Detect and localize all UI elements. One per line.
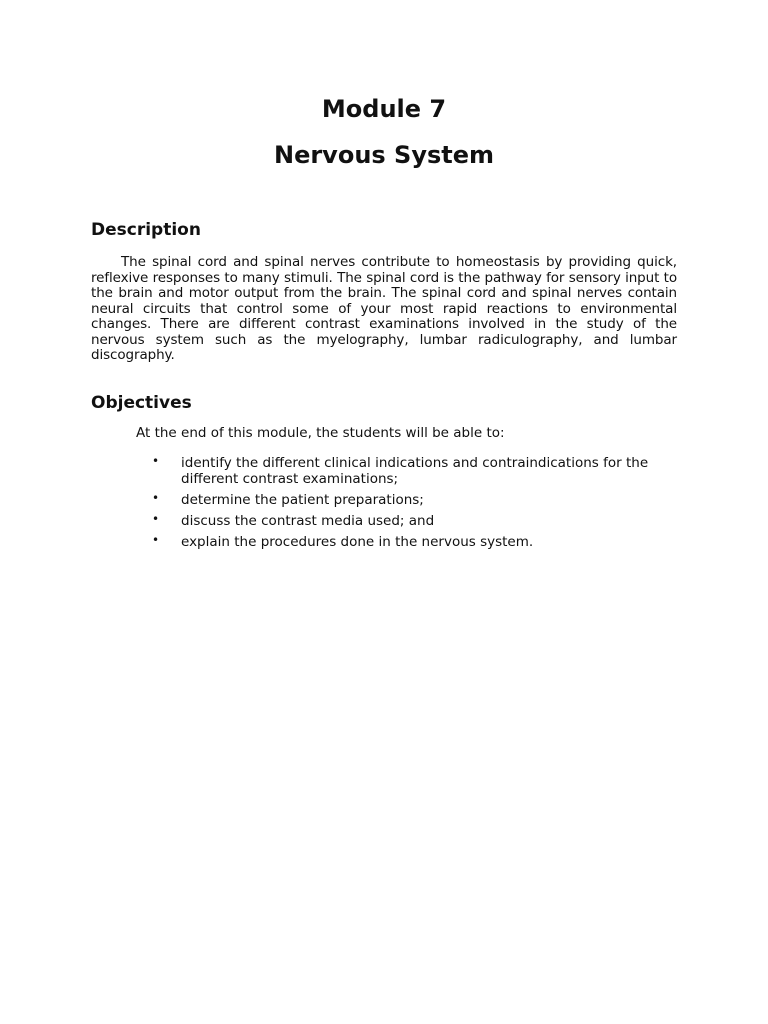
objectives-list xyxy=(152,455,672,555)
objective-text: identify the different clinical indications and contraindications for the different contrast examinations; xyxy=(181,455,649,487)
bullet-icon: • xyxy=(152,454,160,468)
objective-text: explain the procedures done in the nervous system. xyxy=(181,534,534,550)
bullet-icon: • xyxy=(152,491,160,505)
description-paragraph: The spinal cord and spinal nerves contribute to homeostasis by providing quick, reflexive responses to many stimuli. The spinal cord is the pathway for sensory input to the brain and motor output from the brain. The spinal cord and spinal nerves contain neural circuits that control some of your most rapid reactions to environmental changes. There are different contrast examinations involved in the study of the nervous system such as the myelography, lumbar radiculography, and lumbar discography. xyxy=(91,254,677,363)
objective-item xyxy=(152,455,672,487)
objectives-intro: At the end of this module, the students will be able to: xyxy=(136,425,505,441)
description-heading: Description xyxy=(91,220,201,240)
objectives-heading: Objectives xyxy=(91,393,192,413)
bullet-icon: • xyxy=(152,533,160,547)
objective-text: discuss the contrast media used; and xyxy=(181,513,435,529)
objective-item xyxy=(152,492,672,508)
bullet-icon: • xyxy=(152,512,160,526)
page-title: Nervous System xyxy=(273,141,495,169)
module-title: Module 7 xyxy=(321,95,447,123)
objective-text: determine the patient preparations; xyxy=(181,492,424,508)
objective-item xyxy=(152,513,672,529)
objective-item xyxy=(152,534,672,550)
